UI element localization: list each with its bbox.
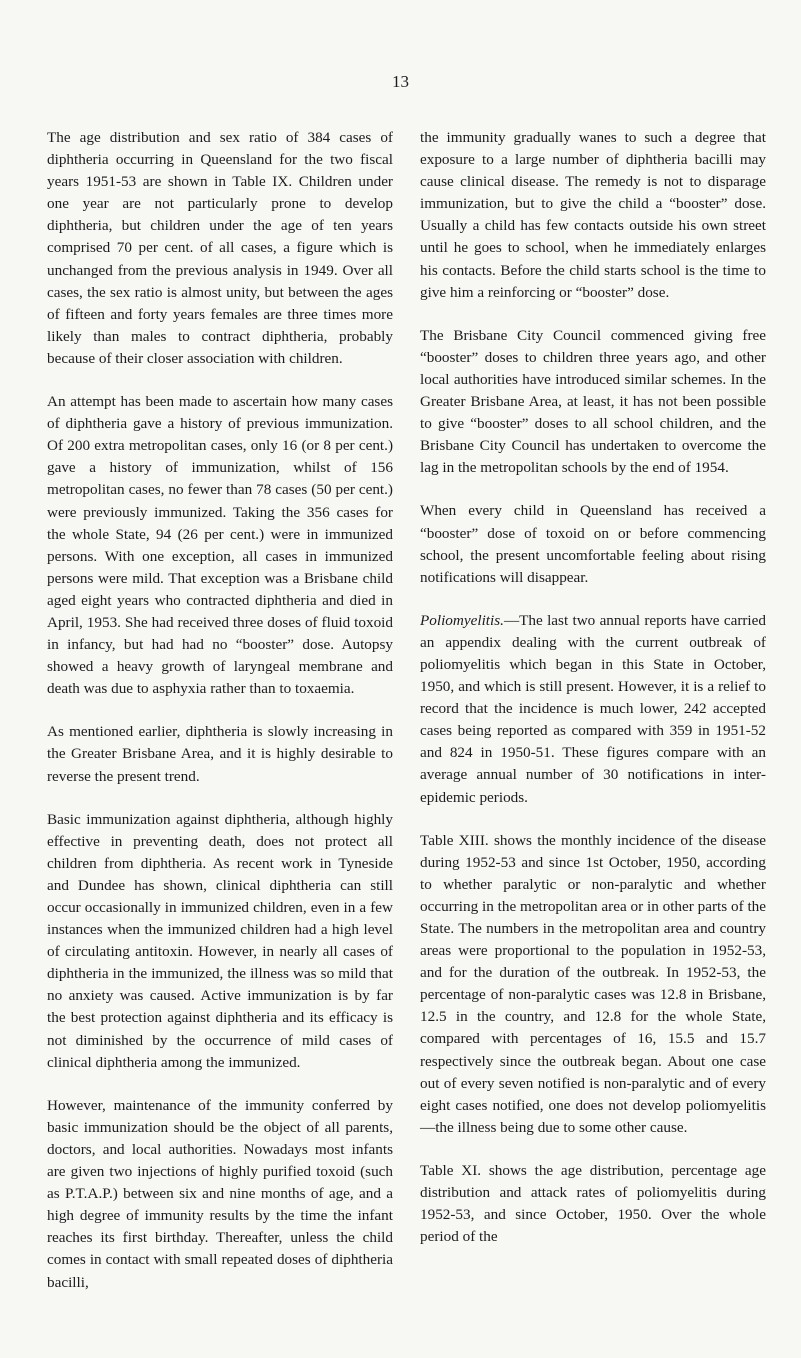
poliomyelitis-body: —The last two annual reports have carried an appendix dealing with the current outbreak of poliomyelitis which began in this State in October, 1950, and which is still present. However, it is a relief to record that the incidence is much lower, 242 accepted cases being reported as compared with 359 in 1951-52 and 824 in 1950-51. These figures compare with an average annual number of 30 notifications in inter-epidemic periods. — [420, 611, 766, 806]
paragraph-booster-every-child: When every child in Queensland has received a “booster” dose of toxoid on or before commencing school, the present uncomfortable feeling about rising notifications will disappear. — [420, 502, 766, 586]
poliomyelitis-heading: Poliomyelitis. — [420, 611, 504, 629]
paragraph-maintenance-immunity: However, maintenance of the immunity conferred by basic immunization should be the object of all parents, doctors, and local authorities. Nowadays most infants are given two injections of highly purified toxoid (such as P.T.A.P.) between six and nine months of age, and a high degree of immunity results by the time the infant reaches its first birthday. Thereafter, unless the child comes in contact with small repeated doses of diphtheria bacilli, — [47, 1096, 393, 1291]
page-number: 13 — [392, 72, 409, 91]
paragraph-brisbane-council: The Brisbane City Council commenced giving free “booster” doses to children three years ago, and other local authorities have introduced similar schemes. In the Greater Brisbane Area, at least, it has not been possible to give “booster” doses to all school children, and the Brisbane City Council has undertaken to overcome the lag in the metropolitan schools by the end of 1954. — [420, 326, 766, 477]
paragraph-table-xi: Table XI. shows the age distribution, percentage age distribution and attack rates of poliomyelitis during 1952-53, and since October, 1950. Over the whole period of the — [420, 1161, 766, 1246]
paragraph-table-xiii: Table XIII. shows the monthly incidence of the disease during 1952-53 and since 1st October, 1950, according to whether paralytic or non-paralytic and whether occurring in the metropolitan area or in other parts of the State. The numbers in the metropolitan area and country areas were proportional to the population in 1952-53, and for the duration of the outbreak. In 1952-53, the percentage of non-paralytic cases was 12.8 in Brisbane, 12.5 in the country, and 12.8 for the whole State, compared with percentages of 16, 15.5 and 15.7 respectively since the outbreak began. About one case out of every seven notified is non-paralytic and of every eight cases notified, one does not develop poliomyelitis—the illness being due to some other cause. — [420, 831, 766, 1136]
paragraph-immunity-wanes: the immunity gradually wanes to such a degree that exposure to a large number of diphtheria bacilli may cause clinical disease. The remedy is not to disparage immunization, but to give the child a “booster” dose. Usually a child has few contacts outside his own street until he goes to school, when he immediately enlarges his contacts. Before the child starts school is the time to give him a reinforcing or “booster” dose. — [420, 129, 766, 301]
left-column — [47, 127, 393, 1294]
right-column — [420, 127, 766, 1248]
paragraph-age-distribution: The age distribution and sex ratio of 384 cases of diphtheria occurring in Queensland for the two fiscal years 1951-53 are shown in Table IX. Children under one year are not particularly prone to develop diphtheria, but children under the age of ten years comprised 70 per cent. of all cases, a figure which is unchanged from the previous analysis in 1949. Over all cases, the sex ratio is almost unity, but between the ages of fifteen and forty years females are three times more likely than males to contract diphtheria, probably because of their closer association with children. — [47, 129, 393, 367]
paragraph-basic-immunization: Basic immunization against diphtheria, although highly effective in preventing death, does not protect all children from diphtheria. As recent work in Tyneside and Dundee has shown, clinical diphtheria can still occur occasionally in immunized children, even in a few instances when the immunized children had a high level of circulating antitoxin. However, in nearly all cases of diphtheria in the immunized, the illness was so mild that no anxiety was caused. Active immunization is by far the best protection against diphtheria and its efficacy is not diminished by the occurrence of mild cases of clinical diphtheria among the immunized. — [47, 810, 393, 1071]
paragraph-poliomyelitis — [420, 610, 766, 809]
paragraph-brisbane-trend: As mentioned earlier, diphtheria is slowly increasing in the Greater Brisbane Area, and it is highly desirable to reverse the present trend. — [47, 723, 393, 785]
paragraph-immunization-history: An attempt has been made to ascertain how many cases of diphtheria gave a history of previous immunization. Of 200 extra metropolitan cases, only 16 (or 8 per cent.) gave a history of immunization, whilst of 156 metropolitan cases, no fewer than 78 cases (50 per cent.) were previously immunized. Taking the 356 cases for the whole State, 94 (26 per cent.) were in immunized persons. With one exception, all cases in immunized persons were mild. That exception was a Brisbane child aged eight years who contracted diphtheria and died in April, 1953. She had received three doses of fluid toxoid in infancy, but had had no “booster” dose. Autopsy showed a heavy growth of laryngeal membrane and death was due to asphyxia rather than to toxaemia. — [47, 393, 393, 698]
